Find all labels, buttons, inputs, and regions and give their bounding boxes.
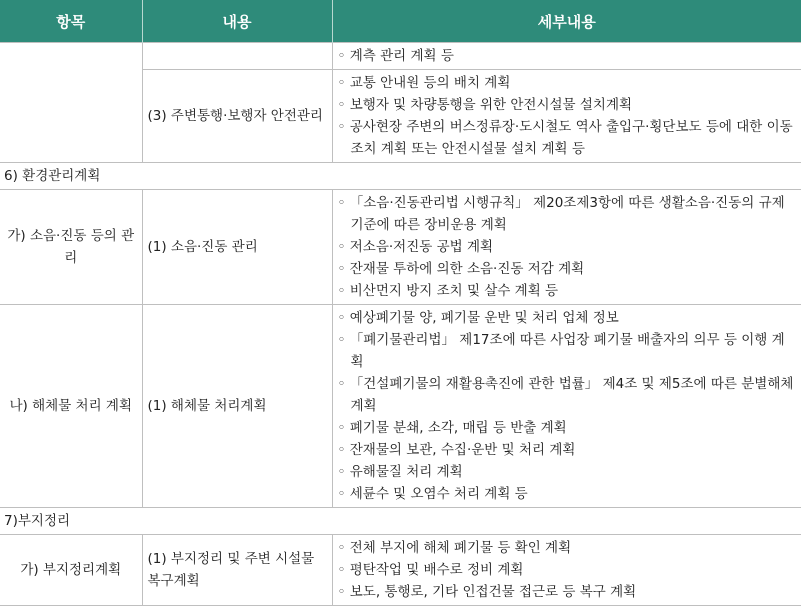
- detail-cell: [332, 535, 801, 606]
- item-cell: 나) 해체물 처리 계획: [0, 305, 142, 508]
- detail-item: ◦ 「건설폐기물의 재활용촉진에 관한 법률」 제4조 및 제5조에 따른 분별해체 계획: [338, 373, 797, 417]
- section-title: 7)부지정리: [0, 508, 801, 535]
- detail-item: ◦ 저소음·저진동 공법 계획: [338, 236, 797, 258]
- content-cell: (1) 부지정리 및 주변 시설물 복구계획: [142, 535, 332, 606]
- detail-cell: [332, 190, 801, 305]
- detail-cell: [332, 305, 801, 508]
- detail-item: ◦ 교통 안내원 등의 배치 계획: [338, 72, 797, 94]
- content-cell: (1) 해체물 처리계획: [142, 305, 332, 508]
- table-row: [0, 305, 801, 508]
- detail-cell: [332, 43, 801, 70]
- header-item: 항목: [0, 0, 142, 43]
- content-cell: (3) 주변통행·보행자 안전관리: [142, 70, 332, 163]
- detail-item: ◦ 전체 부지에 해체 폐기물 등 확인 계획: [338, 537, 797, 559]
- detail-item: ◦ 「폐기물관리법」 제17조에 따른 사업장 폐기물 배출자의 의무 등 이행 계획: [338, 329, 797, 373]
- detail-item: ◦ 세륜수 및 오염수 처리 계획 등: [338, 483, 797, 505]
- detail-item: ◦ 잔재물의 보관, 수집·운반 및 처리 계획: [338, 439, 797, 461]
- section-row: [0, 163, 801, 190]
- header-content: 내용: [142, 0, 332, 43]
- detail-item: ◦ 보행자 및 차량통행을 위한 안전시설물 설치계획: [338, 94, 797, 116]
- header-detail: 세부내용: [332, 0, 801, 43]
- item-cell: 가) 부지정리계획: [0, 535, 142, 606]
- table-row: [0, 535, 801, 606]
- detail-item: ◦ 예상폐기물 양, 폐기물 운반 및 처리 업체 정보: [338, 307, 797, 329]
- detail-item: ◦ 유해물질 처리 계획: [338, 461, 797, 483]
- detail-item: ◦ 계측 관리 계획 등: [338, 45, 797, 67]
- table-row: [0, 43, 801, 70]
- detail-item: ◦ 평탄작업 및 배수로 정비 계획: [338, 559, 797, 581]
- item-cell: 가) 소음·진동 등의 관리: [0, 190, 142, 305]
- detail-cell: [332, 70, 801, 163]
- content-cell: (1) 소음·진동 관리: [142, 190, 332, 305]
- table-header-row: [0, 0, 801, 43]
- detail-item: ◦ 잔재물 투하에 의한 소음·진동 저감 계획: [338, 258, 797, 280]
- section-title: 6) 환경관리계획: [0, 163, 801, 190]
- empty-item-cell: [0, 43, 142, 163]
- empty-content-cell: [142, 43, 332, 70]
- section-row: [0, 508, 801, 535]
- detail-item: ◦ 「소음·진동관리법 시행규칙」 제20조제3항에 따른 생활소음·진동의 규제기준에 따른 장비운용 계획: [338, 192, 797, 236]
- detail-item: ◦ 공사현장 주변의 버스정류장·도시철도 역사 출입구·횡단보도 등에 대한 이동조치 계획 또는 안전시설물 설치 계획 등: [338, 116, 797, 160]
- detail-item: ◦ 보도, 통행로, 기타 인접건물 접근로 등 복구 계획: [338, 581, 797, 603]
- detail-item: ◦ 비산먼지 방지 조치 및 살수 계획 등: [338, 280, 797, 302]
- table-row: [0, 190, 801, 305]
- detail-item: ◦ 폐기물 분쇄, 소각, 매립 등 반출 계획: [338, 417, 797, 439]
